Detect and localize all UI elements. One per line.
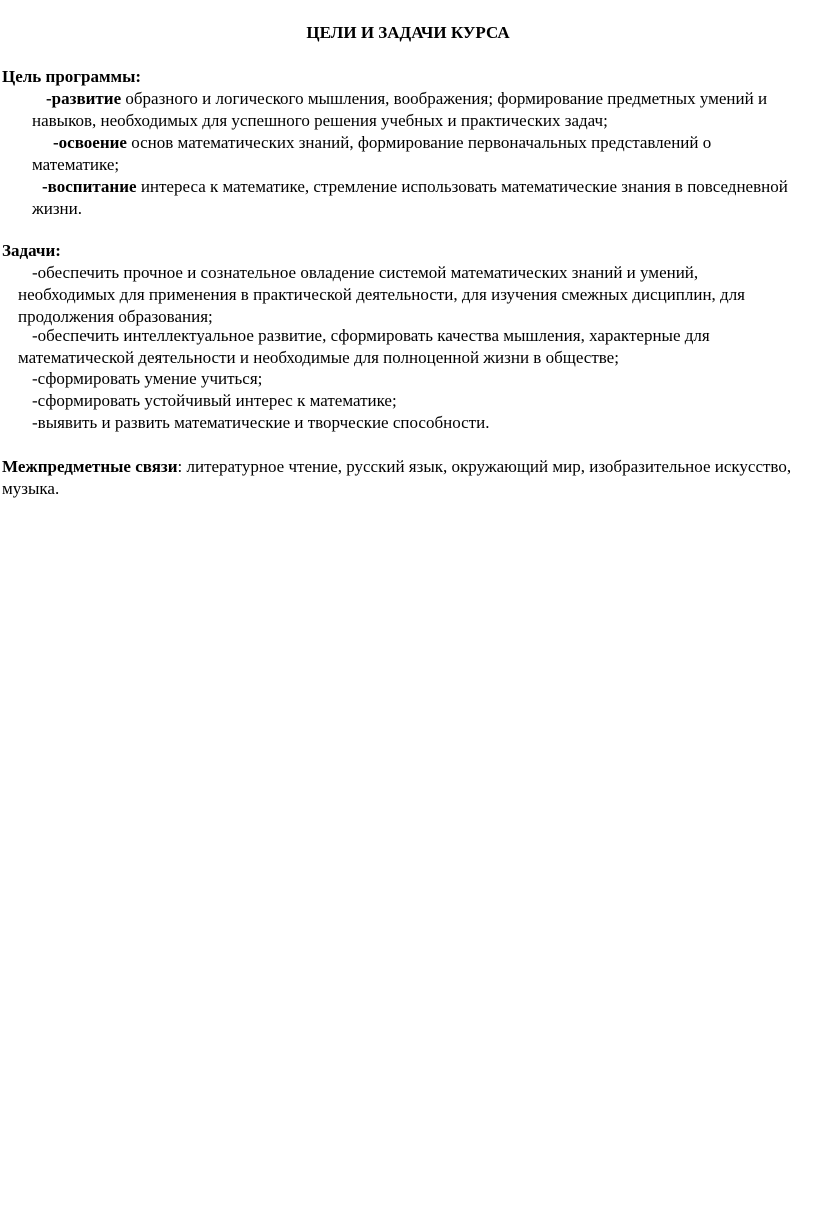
links-text: : литературное чтение, русский язык, окружающий мир, изобразительное искусство, музыка. [2,457,792,498]
task-item: -обеспечить интеллектуальное развитие, сформировать качества мышления, характерные для математической деятельности и необходимые для полноценной жизни в обществе; [18,326,710,367]
goal-item-development [32,88,792,132]
goal-item-upbringing [32,176,792,220]
task-item: -выявить и развить математические и творческие способности. [32,413,490,432]
task-item: -сформировать устойчивый интерес к математике; [32,391,397,410]
goal-item-text: образного и логического мышления, воображения; формирование предметных умений и навыков, необходимых для успешного решения учебных и практических задач; [32,89,768,130]
goal-item-text: основ математических знаний, формирование первоначальных представлений о математике; [32,133,712,174]
goal-item-text: интереса к математике, стремление использовать математические знания в повседневной жизни. [32,177,788,218]
page-title: ЦЕЛИ И ЗАДАЧИ КУРСА [306,23,510,42]
tasks-heading: Задачи: [2,241,61,260]
goal-item-lead: -освоение [53,133,127,152]
goal-item-lead: -воспитание [42,177,137,196]
task-item: -сформировать умение учиться; [32,369,263,388]
links-lead: Межпредметные связи [2,457,178,476]
goal-item-mastering [32,132,792,176]
task-item: -обеспечить прочное и сознательное овладение системой математических знаний и умений, необходимых для применения в практической деятельности, для изучения смежных дисциплин, для продолжения образования; [18,263,745,326]
goal-item-lead: -развитие [46,89,122,108]
interdisciplinary-links [2,456,792,500]
goal-heading: Цель программы: [2,67,142,86]
